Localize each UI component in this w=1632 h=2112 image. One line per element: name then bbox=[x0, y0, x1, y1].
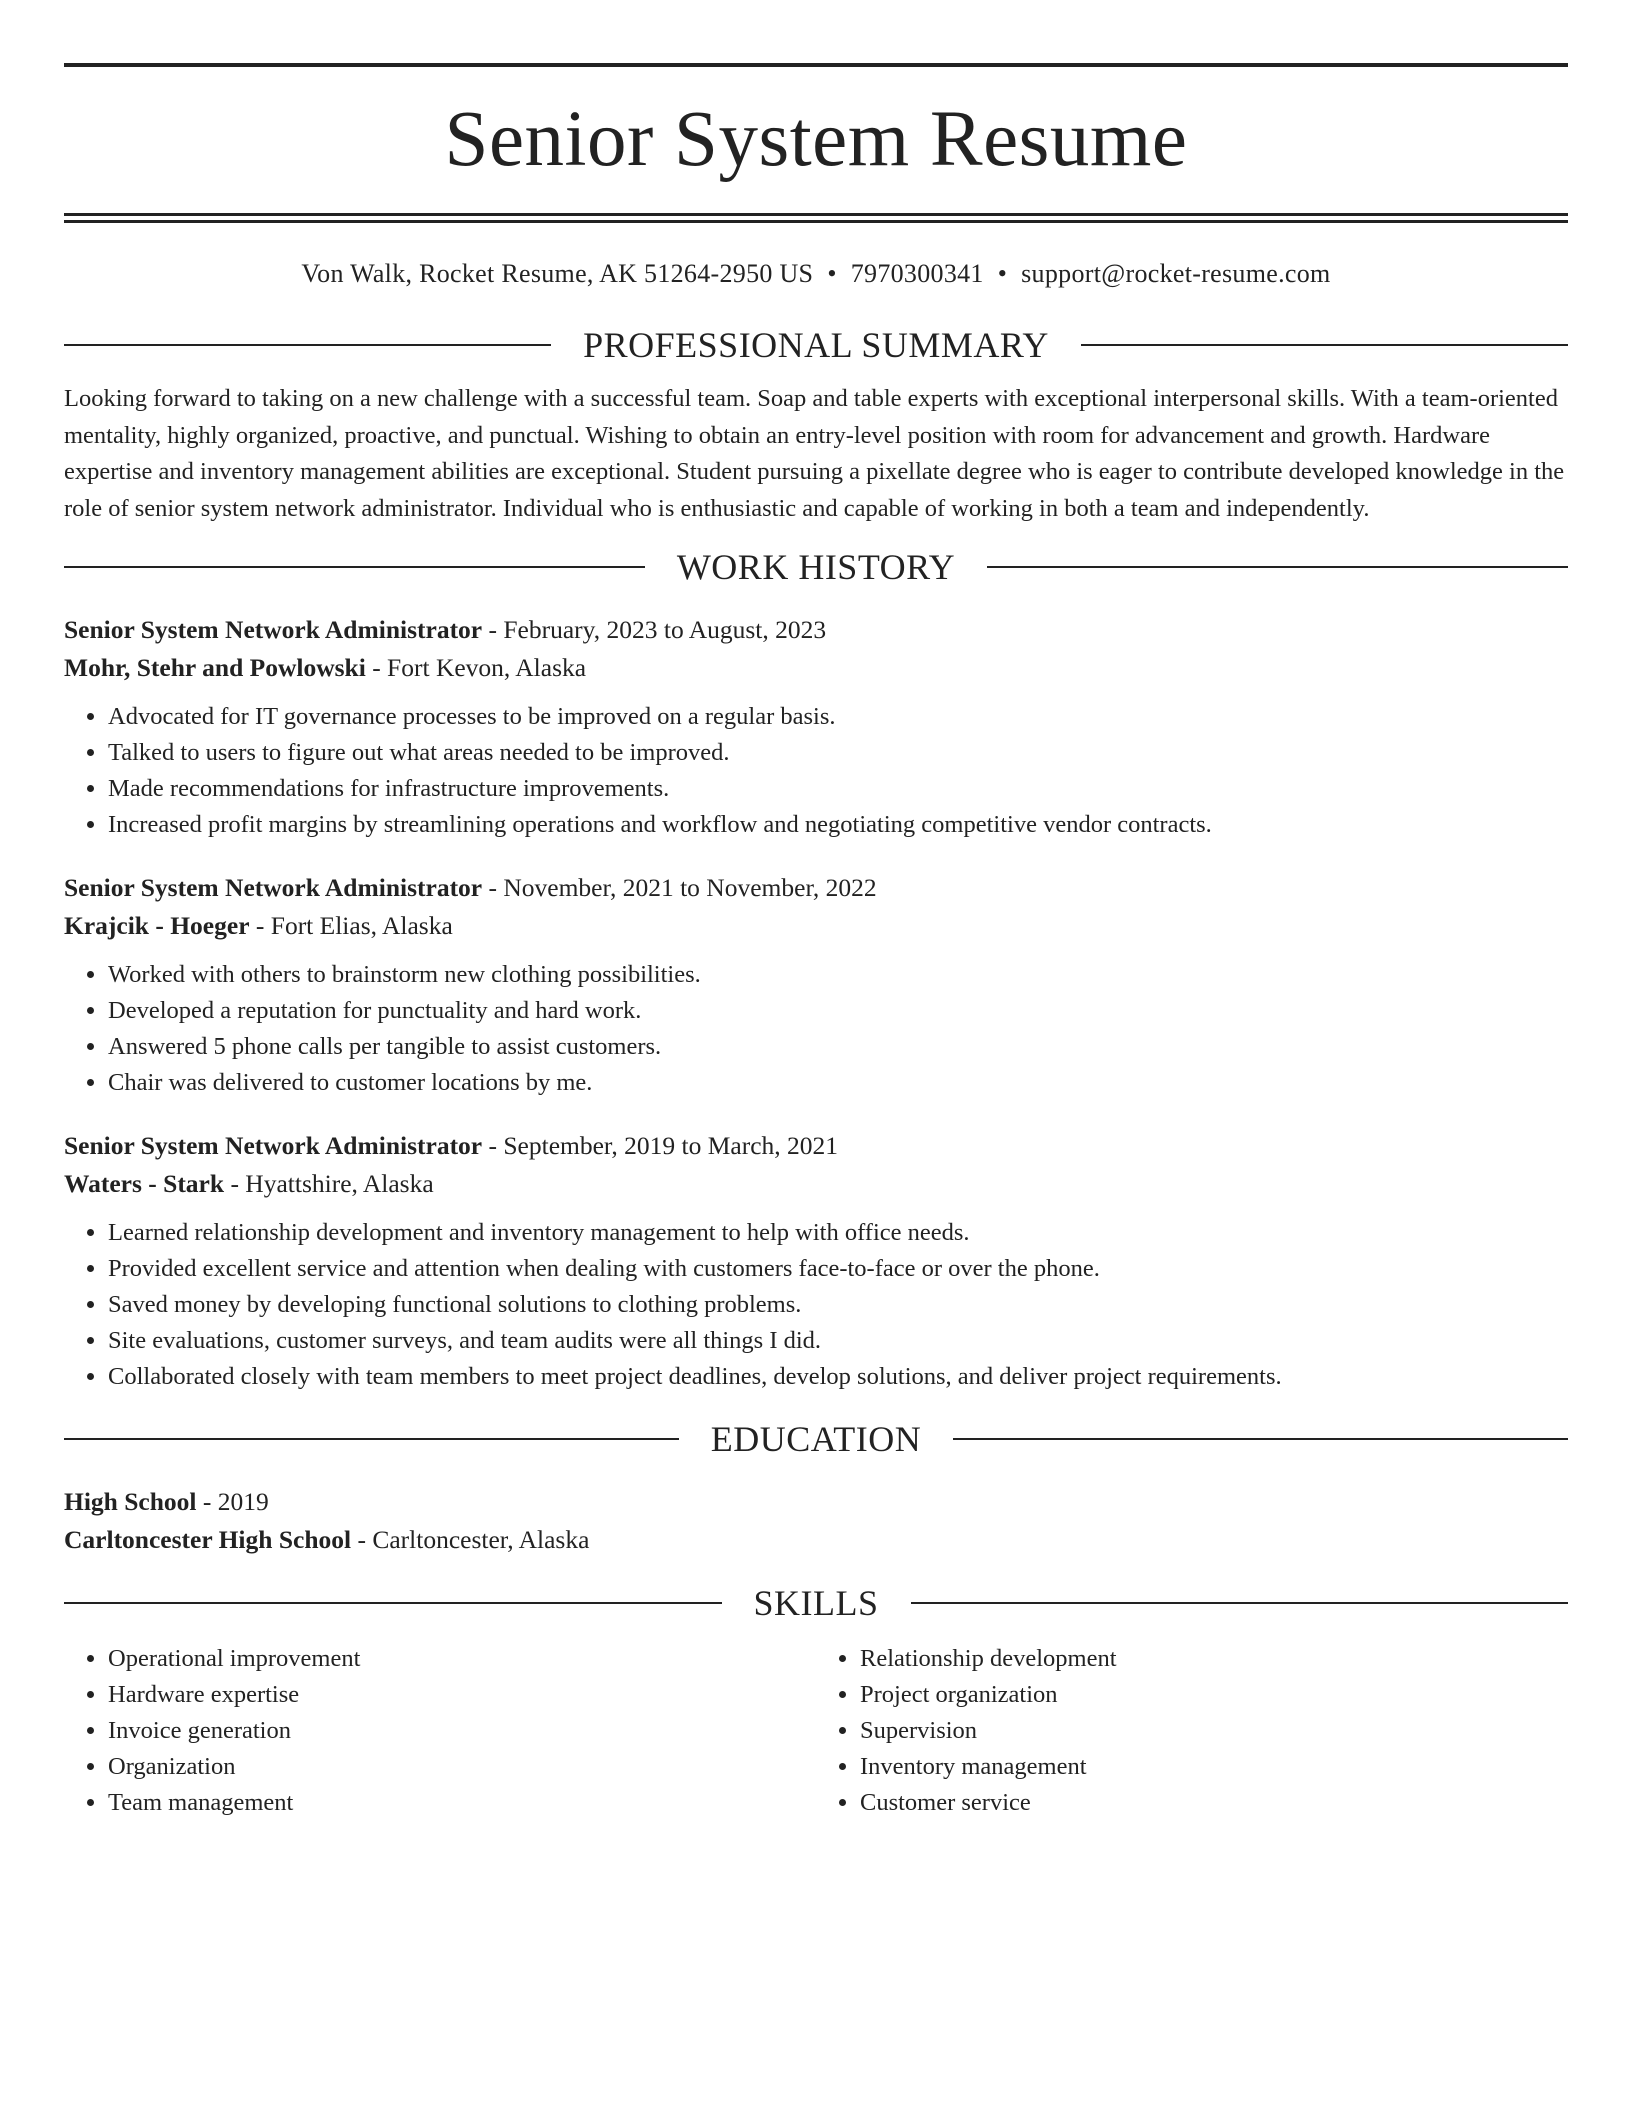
skill-item: • Relationship development bbox=[860, 1641, 1568, 1677]
job-bullet: • Increased profit margins by streamlining operations and workflow and negotiating competitive vendor contracts. bbox=[108, 807, 1568, 843]
job-bullet: • Worked with others to brainstorm new clothing possibilities. bbox=[108, 957, 1568, 993]
job-dates: - November, 2021 to November, 2022 bbox=[482, 873, 877, 902]
job-list bbox=[64, 611, 1568, 1395]
job-bullet: • Chair was delivered to customer locations by me. bbox=[108, 1065, 1568, 1101]
education-school: Carltoncester High School bbox=[64, 1525, 352, 1554]
education-heading bbox=[64, 1421, 1568, 1457]
job-bullet: • Talked to users to figure out what areas needed to be improved. bbox=[108, 735, 1568, 771]
job-company-line bbox=[64, 907, 1568, 945]
heading-rule bbox=[64, 1602, 722, 1604]
skills-left-column bbox=[64, 1641, 816, 1821]
education-entry bbox=[64, 1483, 1568, 1559]
job-role: Senior System Network Administrator bbox=[64, 1131, 483, 1160]
job-entry bbox=[64, 869, 1568, 1101]
work-heading bbox=[64, 549, 1568, 585]
skill-item: • Invoice generation bbox=[108, 1713, 816, 1749]
summary-title: PROFESSIONAL SUMMARY bbox=[583, 325, 1049, 365]
job-bullet: • Learned relationship development and inventory management to help with office needs. bbox=[108, 1215, 1568, 1251]
skills-right-column bbox=[816, 1641, 1568, 1821]
job-dates: - February, 2023 to August, 2023 bbox=[482, 615, 827, 644]
education-title: EDUCATION bbox=[710, 1419, 922, 1459]
job-company-line bbox=[64, 1165, 1568, 1203]
heading-rule bbox=[911, 1602, 1569, 1604]
job-entry bbox=[64, 611, 1568, 843]
title-double-rule bbox=[64, 213, 1568, 223]
education-school-line bbox=[64, 1521, 1568, 1559]
job-role: Senior System Network Administrator bbox=[64, 615, 483, 644]
job-bullet: • Answered 5 phone calls per tangible to assist customers. bbox=[108, 1029, 1568, 1065]
skill-item: • Customer service bbox=[860, 1785, 1568, 1821]
skills-columns bbox=[64, 1641, 1568, 1821]
job-bullets bbox=[64, 957, 1568, 1101]
contact-email: support@rocket-resume.com bbox=[1021, 259, 1331, 288]
heading-rule bbox=[64, 344, 551, 346]
job-role-line bbox=[64, 1127, 1568, 1165]
job-company: Mohr, Stehr and Powlowski bbox=[64, 653, 366, 682]
skill-item: • Operational improvement bbox=[108, 1641, 816, 1677]
heading-rule bbox=[64, 566, 645, 568]
education-year: - 2019 bbox=[196, 1487, 269, 1516]
contact-separator: • bbox=[827, 259, 837, 288]
summary-text: Looking forward to taking on a new challenge with a successful team. Soap and table experts with exceptional interpersonal skills. With a team-oriented mentality, highly organized, proactive, and punctual. Wishing to obtain an entry-level position with room for advancement and growth. Hardware expertise and inventory management abilities are exceptional. Student pursuing a pixellate degree who is eager to contribute developed knowledge in the role of senior system network administrator. Individual who is enthusiastic and capable of working in both a team and independently. bbox=[64, 385, 1565, 522]
education-degree: High School bbox=[64, 1487, 197, 1516]
job-bullet: • Provided excellent service and attention when dealing with customers face-to-face or over the phone. bbox=[108, 1251, 1568, 1287]
contact-separator: • bbox=[997, 259, 1008, 288]
job-role: Senior System Network Administrator bbox=[64, 873, 483, 902]
job-bullets bbox=[64, 1215, 1568, 1395]
top-rule bbox=[64, 63, 1568, 67]
job-bullet: • Collaborated closely with team members to meet project deadlines, develop solutions, and deliver project requirements. bbox=[108, 1359, 1568, 1395]
heading-rule bbox=[953, 1438, 1568, 1440]
skill-item: • Supervision bbox=[860, 1713, 1568, 1749]
job-location: - Fort Kevon, Alaska bbox=[365, 653, 587, 682]
job-bullet: • Site evaluations, customer surveys, and team audits were all things I did. bbox=[108, 1323, 1568, 1359]
contact-address: Von Walk, Rocket Resume, AK 51264-2950 US bbox=[301, 259, 814, 288]
job-bullet: • Advocated for IT governance processes to be improved on a regular basis. bbox=[108, 699, 1568, 735]
job-bullet: • Saved money by developing functional solutions to clothing problems. bbox=[108, 1287, 1568, 1323]
contact-phone: 7970300341 bbox=[850, 259, 984, 288]
skill-item: • Organization bbox=[108, 1749, 816, 1785]
job-location: - Hyattshire, Alaska bbox=[224, 1169, 434, 1198]
skills-title: SKILLS bbox=[753, 1583, 879, 1623]
work-title: WORK HISTORY bbox=[676, 547, 956, 587]
job-role-line bbox=[64, 869, 1568, 907]
job-role-line bbox=[64, 611, 1568, 649]
job-company-line bbox=[64, 649, 1568, 687]
heading-rule bbox=[64, 1438, 679, 1440]
skill-item: • Inventory management bbox=[860, 1749, 1568, 1785]
job-company: Krajcik - Hoeger bbox=[64, 911, 250, 940]
skill-item: • Hardware expertise bbox=[108, 1677, 816, 1713]
summary-heading bbox=[64, 327, 1568, 363]
job-entry bbox=[64, 1127, 1568, 1395]
skill-item: • Team management bbox=[108, 1785, 816, 1821]
heading-rule bbox=[987, 566, 1568, 568]
job-dates: - September, 2019 to March, 2021 bbox=[482, 1131, 839, 1160]
job-company: Waters - Stark bbox=[64, 1169, 225, 1198]
job-bullet: • Made recommendations for infrastructure improvements. bbox=[108, 771, 1568, 807]
resume-title: Senior System Resume bbox=[444, 96, 1188, 183]
education-location: - Carltoncester, Alaska bbox=[351, 1525, 590, 1554]
job-bullets bbox=[64, 699, 1568, 843]
skills-heading bbox=[64, 1585, 1568, 1621]
heading-rule bbox=[1081, 344, 1568, 346]
skill-item: • Project organization bbox=[860, 1677, 1568, 1713]
job-bullet: • Developed a reputation for punctuality and hard work. bbox=[108, 993, 1568, 1029]
contact-line bbox=[64, 259, 1568, 289]
job-location: - Fort Elias, Alaska bbox=[249, 911, 453, 940]
education-degree-line bbox=[64, 1483, 1568, 1521]
